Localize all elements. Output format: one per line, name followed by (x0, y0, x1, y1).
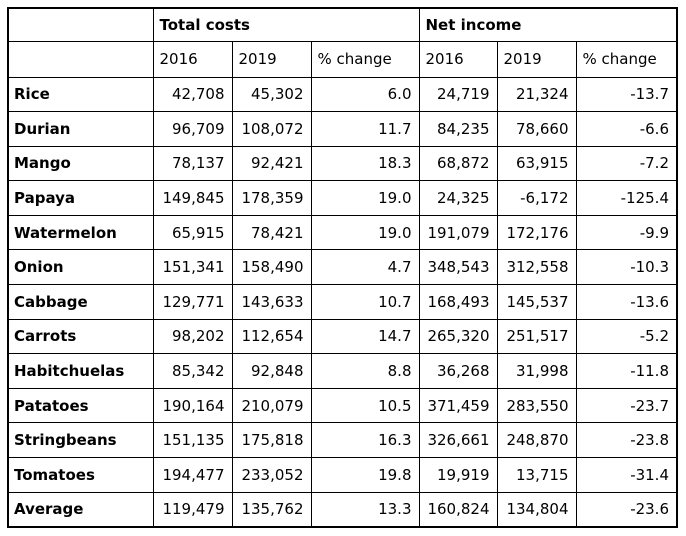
cell-value: 10.7 (311, 285, 419, 320)
table-row (8, 354, 677, 389)
cell-value: 149,845 (153, 181, 232, 216)
row-label: Habitchuelas (8, 354, 153, 389)
cell-value: 135,762 (232, 492, 311, 527)
cell-value: -9.9 (576, 215, 677, 250)
cell-value: 24,719 (419, 77, 497, 112)
cell-value: 348,543 (419, 250, 497, 285)
table-row (8, 181, 677, 216)
col-header-net-income-2016: 2016 (419, 41, 497, 77)
cell-value: -23.6 (576, 492, 677, 527)
cell-value: 145,537 (497, 285, 576, 320)
cell-value: 326,661 (419, 423, 497, 458)
cell-value: 191,079 (419, 215, 497, 250)
table-row (8, 492, 677, 527)
sub-header-row (8, 41, 677, 77)
row-label: Stringbeans (8, 423, 153, 458)
cell-value: -7.2 (576, 146, 677, 181)
cell-value: 21,324 (497, 77, 576, 112)
cell-value: 265,320 (419, 319, 497, 354)
table-row (8, 285, 677, 320)
col-header-net-income-pct-change: % change (576, 41, 677, 77)
table-row (8, 146, 677, 181)
cell-value: 18.3 (311, 146, 419, 181)
row-label: Carrots (8, 319, 153, 354)
cell-value: 233,052 (232, 458, 311, 493)
cell-value: -5.2 (576, 319, 677, 354)
group-header-row (8, 8, 677, 41)
row-label: Onion (8, 250, 153, 285)
cell-value: 19,919 (419, 458, 497, 493)
cell-value: 19.8 (311, 458, 419, 493)
cell-value: 16.3 (311, 423, 419, 458)
cell-value: -125.4 (576, 181, 677, 216)
cell-value: 84,235 (419, 112, 497, 147)
cell-value: 98,202 (153, 319, 232, 354)
row-label: Average (8, 492, 153, 527)
group-header-net-income: Net income (419, 8, 677, 41)
cell-value: 175,818 (232, 423, 311, 458)
table-row (8, 319, 677, 354)
row-label: Tomatoes (8, 458, 153, 493)
corner-cell (8, 8, 153, 41)
row-label: Cabbage (8, 285, 153, 320)
cell-value: 36,268 (419, 354, 497, 389)
cell-value: 160,824 (419, 492, 497, 527)
cell-value: 119,479 (153, 492, 232, 527)
table-row (8, 458, 677, 493)
table-row (8, 215, 677, 250)
col-header-total-costs-2019: 2019 (232, 41, 311, 77)
row-label: Durian (8, 112, 153, 147)
cell-value: 168,493 (419, 285, 497, 320)
cell-value: -13.6 (576, 285, 677, 320)
cell-value: 85,342 (153, 354, 232, 389)
cell-value: 151,341 (153, 250, 232, 285)
cell-value: 194,477 (153, 458, 232, 493)
cell-value: -31.4 (576, 458, 677, 493)
table-row (8, 77, 677, 112)
cell-value: 24,325 (419, 181, 497, 216)
cell-value: 4.7 (311, 250, 419, 285)
table-body (8, 77, 677, 527)
cell-value: 19.0 (311, 181, 419, 216)
costs-income-table (7, 7, 678, 528)
cell-value: 134,804 (497, 492, 576, 527)
cell-value: 143,633 (232, 285, 311, 320)
cell-value: 11.7 (311, 112, 419, 147)
row-label: Watermelon (8, 215, 153, 250)
table-row (8, 250, 677, 285)
cell-value: 151,135 (153, 423, 232, 458)
cell-value: 108,072 (232, 112, 311, 147)
blank-sub-header-cell (8, 41, 153, 77)
cell-value: 158,490 (232, 250, 311, 285)
cell-value: -23.7 (576, 388, 677, 423)
row-label: Mango (8, 146, 153, 181)
cell-value: -13.7 (576, 77, 677, 112)
cell-value: 78,137 (153, 146, 232, 181)
col-header-total-costs-pct-change: % change (311, 41, 419, 77)
cell-value: 92,421 (232, 146, 311, 181)
row-label: Rice (8, 77, 153, 112)
cell-value: 210,079 (232, 388, 311, 423)
cell-value: -6,172 (497, 181, 576, 216)
cell-value: 112,654 (232, 319, 311, 354)
row-label: Papaya (8, 181, 153, 216)
cell-value: 78,421 (232, 215, 311, 250)
cell-value: 10.5 (311, 388, 419, 423)
cell-value: 371,459 (419, 388, 497, 423)
cell-value: 63,915 (497, 146, 576, 181)
cell-value: 68,872 (419, 146, 497, 181)
cell-value: 92,848 (232, 354, 311, 389)
cell-value: 19.0 (311, 215, 419, 250)
cell-value: 248,870 (497, 423, 576, 458)
cell-value: 13,715 (497, 458, 576, 493)
cell-value: 45,302 (232, 77, 311, 112)
table-row (8, 388, 677, 423)
row-label: Patatoes (8, 388, 153, 423)
cell-value: 96,709 (153, 112, 232, 147)
cell-value: 190,164 (153, 388, 232, 423)
cell-value: 251,517 (497, 319, 576, 354)
group-header-total-costs: Total costs (153, 8, 419, 41)
cell-value: 8.8 (311, 354, 419, 389)
cell-value: -11.8 (576, 354, 677, 389)
col-header-net-income-2019: 2019 (497, 41, 576, 77)
cell-value: -6.6 (576, 112, 677, 147)
cell-value: 312,558 (497, 250, 576, 285)
cell-value: 78,660 (497, 112, 576, 147)
cell-value: -10.3 (576, 250, 677, 285)
cell-value: 283,550 (497, 388, 576, 423)
cell-value: -23.8 (576, 423, 677, 458)
col-header-total-costs-2016: 2016 (153, 41, 232, 77)
cell-value: 65,915 (153, 215, 232, 250)
cell-value: 13.3 (311, 492, 419, 527)
cell-value: 178,359 (232, 181, 311, 216)
cell-value: 172,176 (497, 215, 576, 250)
cell-value: 129,771 (153, 285, 232, 320)
table-row (8, 423, 677, 458)
cell-value: 31,998 (497, 354, 576, 389)
cell-value: 14.7 (311, 319, 419, 354)
cell-value: 6.0 (311, 77, 419, 112)
table-row (8, 112, 677, 147)
cell-value: 42,708 (153, 77, 232, 112)
